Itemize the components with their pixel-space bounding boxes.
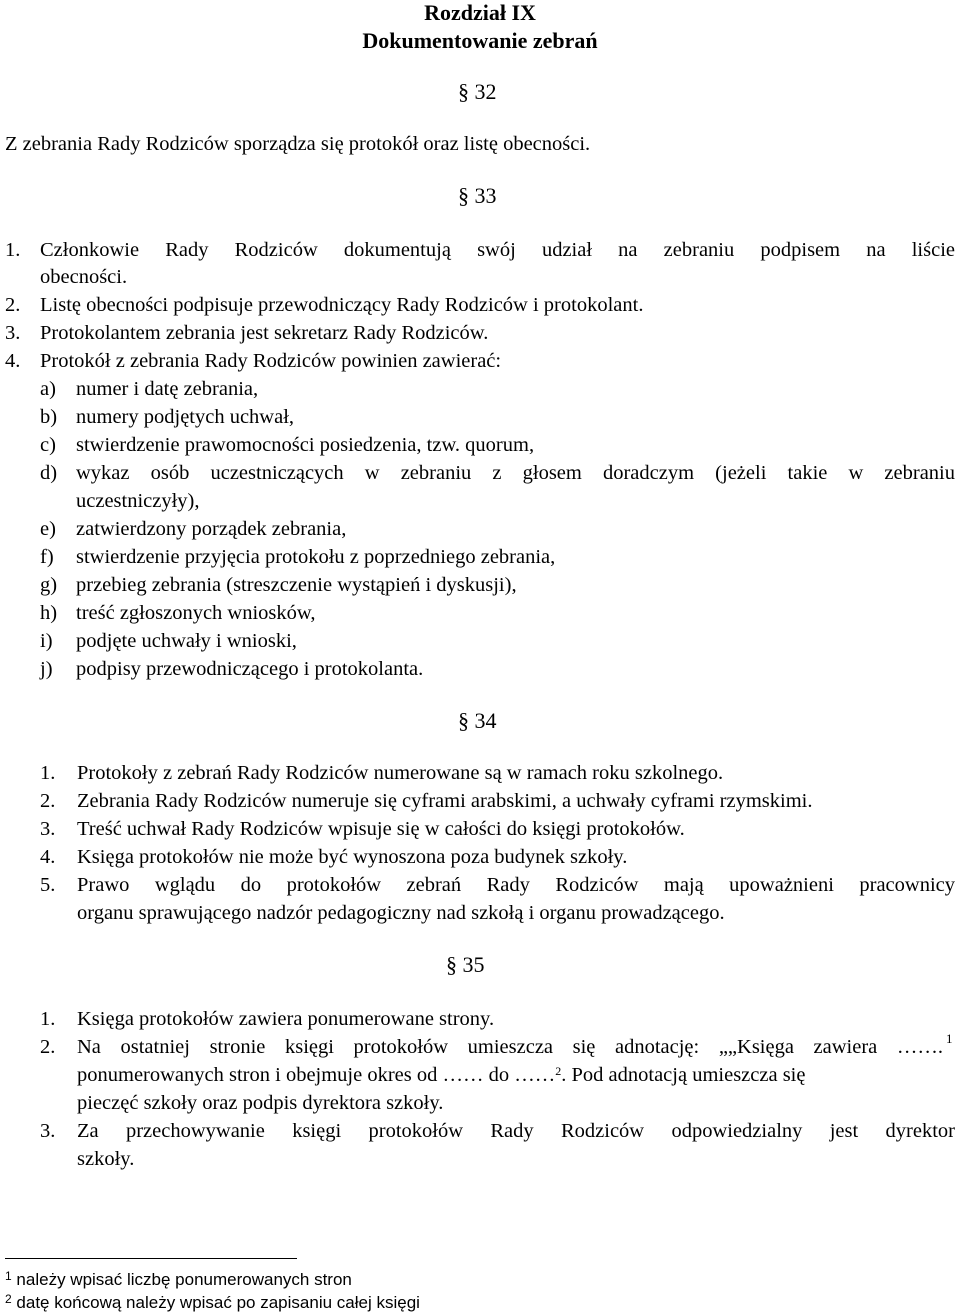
paragraph-mark-34: § 34 xyxy=(458,708,497,733)
s33-item-2 xyxy=(0,291,960,319)
sub-letter: b) xyxy=(40,406,58,428)
item-number: 4. xyxy=(5,350,21,372)
item-number: 1. xyxy=(40,1008,56,1030)
item-number: 2. xyxy=(5,294,21,316)
s33-sub-g xyxy=(0,571,960,599)
s35-item-2-line3 xyxy=(0,1089,960,1117)
sub-text-cont: uczestniczyły), xyxy=(76,490,200,512)
s33-item-3 xyxy=(0,319,960,347)
s34-item-5-cont xyxy=(0,899,960,927)
s34-item-2 xyxy=(0,787,960,815)
item-text: Listę obecności podpisuje przewodniczący Rady Rodziców i protokolant. xyxy=(40,294,644,316)
item-number: 2. xyxy=(40,1036,56,1058)
item-text-cont: pieczęć szkoły oraz podpis dyrektora szkoły. xyxy=(77,1092,444,1114)
s35-item-3-cont xyxy=(0,1145,960,1173)
s35-item-3 xyxy=(0,1117,960,1145)
footnote-2 xyxy=(5,1291,420,1315)
s33-item-1 xyxy=(0,236,960,264)
item-text-cont: organu sprawującego nadzór pedagogiczny nad szkołą i organu prowadzącego. xyxy=(77,902,725,924)
s33-sub-b xyxy=(0,403,960,431)
sub-text: wykaz osób uczestniczących w zebraniu z głosem doradczym (jeżeli takie w zebraniu xyxy=(76,462,955,484)
sub-letter: c) xyxy=(40,434,56,456)
paragraph-mark-32: § 32 xyxy=(458,79,497,104)
footnote-ref-2[interactable]: 2 xyxy=(555,1064,562,1078)
s34-item-5 xyxy=(0,871,960,899)
item-number: 2. xyxy=(40,790,56,812)
sub-letter: j) xyxy=(40,658,53,680)
s33-sub-a xyxy=(0,375,960,403)
footnote-1 xyxy=(5,1268,352,1292)
sub-text: numer i datę zebrania, xyxy=(76,378,259,400)
s34-item-1 xyxy=(0,759,960,787)
sub-letter: a) xyxy=(40,378,56,400)
s35-item-1 xyxy=(0,1005,960,1033)
item-number: 4. xyxy=(40,846,56,868)
paragraph-mark-33: § 33 xyxy=(458,183,497,208)
sub-letter: g) xyxy=(40,574,58,596)
s35-item-2 xyxy=(0,1033,960,1061)
sub-letter: e) xyxy=(40,518,56,540)
s33-sub-f xyxy=(0,543,960,571)
sub-text: zatwierdzony porządek zebrania, xyxy=(76,518,347,540)
chapter-number: Rozdział IX xyxy=(424,0,536,25)
item-number: 5. xyxy=(40,874,56,896)
item-text-cont xyxy=(77,1061,805,1089)
sub-letter: d) xyxy=(40,462,58,484)
s33-sub-e xyxy=(0,515,960,543)
item-text-cont: obecności. xyxy=(40,266,128,288)
item-text: Księga protokołów zawiera ponumerowane strony. xyxy=(77,1008,495,1030)
item-text: Prawo wglądu do protokołów zebrań Rady Rodziców mają upoważnieni pracownicy xyxy=(77,874,955,896)
item-text: Członkowie Rady Rodziców dokumentują swój udział na zebraniu podpisem na liście xyxy=(40,239,955,261)
chapter-title: Dokumentowanie zebrań xyxy=(362,28,598,53)
item-text: Treść uchwał Rady Rodziców wpisuje się w całości do księgi protokołów. xyxy=(77,818,685,840)
item-text-part: ponumerowanych stron i obejmuje okres od …… do …… xyxy=(77,1064,556,1086)
item-text: Zebrania Rady Rodziców numeruje się cyframi arabskimi, a uchwały cyframi rzymskimi. xyxy=(77,790,813,812)
item-text-part: . Pod adnotacją umieszcza się xyxy=(561,1064,806,1086)
s32-text-row xyxy=(0,130,960,158)
sub-text: numery podjętych uchwał, xyxy=(76,406,295,428)
footnote-number: 1 xyxy=(5,1269,12,1283)
s35-item-2-line2 xyxy=(0,1061,960,1089)
footnote-text: datę końcową należy wpisać po zapisaniu całej księgi xyxy=(16,1293,420,1312)
footnote-separator xyxy=(5,1258,297,1259)
s33-item-4 xyxy=(0,347,960,375)
sub-text: przebieg zebrania (streszczenie wystąpień i dyskusji), xyxy=(76,574,517,596)
s33-sub-d-cont xyxy=(0,487,960,515)
item-text: Księga protokołów nie może być wynoszona poza budynek szkoły. xyxy=(77,846,628,868)
sub-letter: i) xyxy=(40,630,53,652)
footnote-number: 2 xyxy=(5,1292,12,1306)
footnote-ref-1[interactable]: 1 xyxy=(946,1031,953,1046)
sub-text: podpisy przewodniczącego i protokolanta. xyxy=(76,658,424,680)
item-text: Protokoły z zebrań Rady Rodziców numerowane są w ramach roku szkolnego. xyxy=(77,762,724,784)
s32-text: Z zebrania Rady Rodziców sporządza się protokół oraz listę obecności. xyxy=(5,133,591,155)
sub-letter: h) xyxy=(40,602,58,624)
item-number: 3. xyxy=(40,818,56,840)
sub-text: stwierdzenie prawomocności posiedzenia, tzw. quorum, xyxy=(76,434,535,456)
item-text: Protokół z zebrania Rady Rodziców powinien zawierać: xyxy=(40,350,502,372)
s33-sub-h xyxy=(0,599,960,627)
item-number: 1. xyxy=(40,762,56,784)
item-number: 3. xyxy=(5,322,21,344)
item-text: Za przechowywanie księgi protokołów Rady Rodziców odpowiedzialny jest dyrektor xyxy=(77,1120,955,1142)
item-text-cont: szkoły. xyxy=(77,1148,135,1170)
sub-letter: f) xyxy=(40,546,54,568)
sub-text: podjęte uchwały i wnioski, xyxy=(76,630,297,652)
item-number: 1. xyxy=(5,239,21,261)
s33-sub-d xyxy=(0,459,960,487)
item-text: Na ostatniej stronie księgi protokołów umieszcza się adnotację: „„Księga zawiera ……. xyxy=(77,1036,943,1058)
s33-sub-j xyxy=(0,655,960,683)
s34-item-4 xyxy=(0,843,960,871)
s34-item-3 xyxy=(0,815,960,843)
paragraph-mark-35: § 35 xyxy=(446,952,485,977)
footnote-text: należy wpisać liczbę ponumerowanych stron xyxy=(16,1270,352,1289)
s33-sub-i xyxy=(0,627,960,655)
sub-text: stwierdzenie przyjęcia protokołu z poprzedniego zebrania, xyxy=(76,546,556,568)
item-number: 3. xyxy=(40,1120,56,1142)
item-text: Protokolantem zebrania jest sekretarz Rady Rodziców. xyxy=(40,322,489,344)
s33-sub-c xyxy=(0,431,960,459)
sub-text: treść zgłoszonych wniosków, xyxy=(76,602,316,624)
s33-item-1-cont xyxy=(0,263,960,291)
